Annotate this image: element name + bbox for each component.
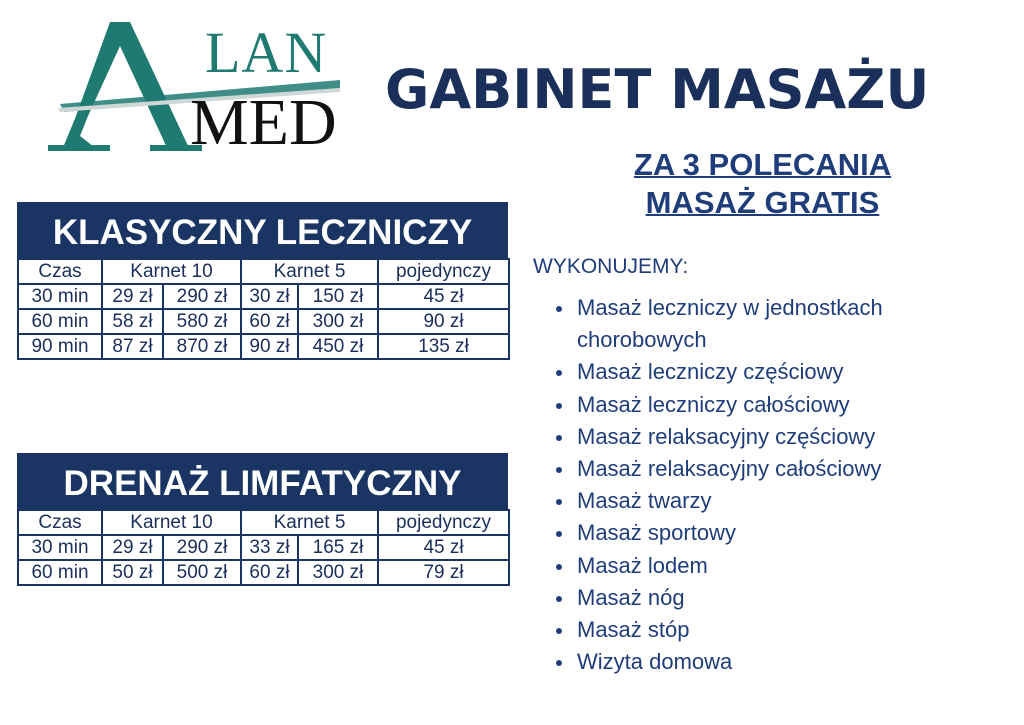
list-item: Masaż leczniczy częściowy <box>556 356 996 388</box>
table-cell: 135 zł <box>378 334 509 359</box>
promo-line-2: MASAŻ GRATIS <box>645 185 880 220</box>
header-cell: Czas <box>18 259 102 284</box>
table-cell: 60 zł <box>241 309 298 334</box>
table-cell: 30 min <box>18 535 102 560</box>
list-item: Masaż relaksacyjny częściowy <box>556 421 996 453</box>
logo-lan-text: LAN <box>205 20 328 85</box>
list-item: Masaż nóg <box>556 582 996 614</box>
list-item: Masaż twarzy <box>556 485 996 517</box>
page-title: GABINET MASAŻU <box>385 58 930 121</box>
price-table <box>17 509 510 586</box>
logo <box>40 12 370 162</box>
list-item: Masaż leczniczy całościowy <box>556 389 996 421</box>
table-cell: 29 zł <box>102 284 163 309</box>
table-cell: 90 min <box>18 334 102 359</box>
header-cell: pojedynczy <box>378 510 509 535</box>
table-cell: 58 zł <box>102 309 163 334</box>
header-cell: Karnet 5 <box>241 510 378 535</box>
logo-med-text: MED <box>190 86 337 159</box>
table-row <box>18 284 509 309</box>
list-item: Masaż lodem <box>556 550 996 582</box>
table-cell: 60 zł <box>241 560 298 585</box>
table-cell: 90 zł <box>378 309 509 334</box>
table-cell: 150 zł <box>298 284 378 309</box>
header-cell: Karnet 5 <box>241 259 378 284</box>
table-header-row <box>18 259 509 284</box>
table-row <box>18 334 509 359</box>
table-cell: 45 zł <box>378 535 509 560</box>
price-table <box>17 258 510 360</box>
price-table-drenaz <box>17 453 508 586</box>
table-cell: 87 zł <box>102 334 163 359</box>
table-row <box>18 535 509 560</box>
table-cell: 870 zł <box>163 334 241 359</box>
table-cell: 165 zł <box>298 535 378 560</box>
table-cell: 60 min <box>18 560 102 585</box>
table-cell: 50 zł <box>102 560 163 585</box>
table-row <box>18 309 509 334</box>
price-table-title: DRENAŻ LIMFATYCZNY <box>17 453 508 509</box>
table-cell: 300 zł <box>298 560 378 585</box>
services-heading: WYKONUJEMY: <box>533 255 689 278</box>
list-item: Masaż leczniczy w jednostkach chorobowych <box>556 292 996 356</box>
table-cell: 33 zł <box>241 535 298 560</box>
header-cell: Karnet 10 <box>102 259 241 284</box>
table-cell: 290 zł <box>163 284 241 309</box>
promo-line-1: ZA 3 POLECANIA <box>633 147 892 182</box>
table-cell: 90 zł <box>241 334 298 359</box>
services-list <box>556 292 996 678</box>
table-cell: 30 zł <box>241 284 298 309</box>
table-cell: 60 min <box>18 309 102 334</box>
table-row <box>18 560 509 585</box>
table-header-row <box>18 510 509 535</box>
list-item: Wizyta domowa <box>556 646 996 678</box>
table-cell: 29 zł <box>102 535 163 560</box>
table-cell: 450 zł <box>298 334 378 359</box>
list-item: Masaż sportowy <box>556 517 996 549</box>
price-table-klasyczny <box>17 202 508 360</box>
table-cell: 45 zł <box>378 284 509 309</box>
list-item: Masaż relaksacyjny całościowy <box>556 453 996 485</box>
table-cell: 300 zł <box>298 309 378 334</box>
promo-banner <box>585 146 940 222</box>
table-cell: 30 min <box>18 284 102 309</box>
table-cell: 580 zł <box>163 309 241 334</box>
header-cell: Karnet 10 <box>102 510 241 535</box>
list-item: Masaż stóp <box>556 614 996 646</box>
table-cell: 290 zł <box>163 535 241 560</box>
header-cell: pojedynczy <box>378 259 509 284</box>
table-cell: 79 zł <box>378 560 509 585</box>
table-cell: 500 zł <box>163 560 241 585</box>
price-table-title: KLASYCZNY LECZNICZY <box>17 202 508 258</box>
header-cell: Czas <box>18 510 102 535</box>
